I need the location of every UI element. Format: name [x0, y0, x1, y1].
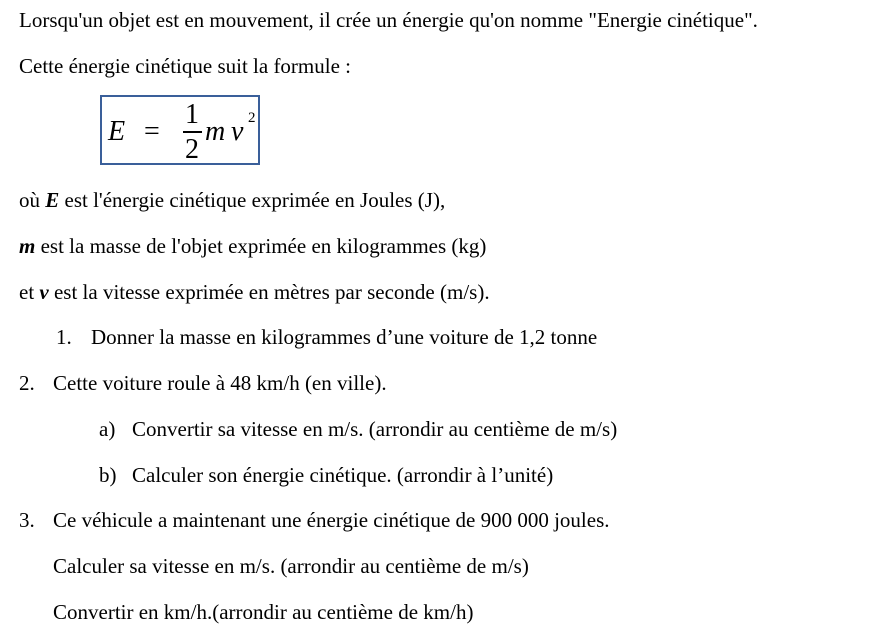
definition-v-text: est la vitesse exprimée en mètres par seconde (m/s).	[48, 280, 490, 304]
question-3	[19, 507, 610, 533]
definition-e-text: est l'énergie cinétique exprimée en Joules (J),	[59, 188, 446, 212]
definition-v-symbol: v	[39, 280, 49, 304]
question-2b-label: b)	[99, 463, 117, 487]
question-2-text: Cette voiture roule à 48 km/h (en ville).	[53, 371, 387, 395]
question-1-number: 1.	[56, 325, 72, 349]
definition-e	[19, 187, 445, 213]
question-3-line-2: Calculer sa vitesse en m/s. (arrondir au centième de m/s)	[53, 554, 529, 578]
formula-equals: =	[144, 116, 160, 147]
question-2a	[99, 416, 617, 442]
question-3-line-3: Convertir en km/h.(arrondir au centième de km/h)	[53, 600, 474, 624]
question-3-number: 3.	[19, 508, 35, 532]
question-3-text: Ce véhicule a maintenant une énergie cinétique de 900 000 joules.	[53, 508, 610, 532]
definition-m-text: est la masse de l'objet exprimée en kilogrammes (kg)	[35, 234, 487, 258]
kinetic-energy-formula	[100, 95, 260, 165]
definition-e-symbol: E	[45, 188, 60, 212]
definition-e-prefix: où	[19, 188, 46, 212]
definition-m	[19, 233, 486, 259]
fraction-bar	[183, 131, 202, 133]
question-1-text: Donner la masse en kilogrammes d’une voiture de 1,2 tonne	[91, 325, 598, 349]
intro-line-1: Lorsqu'un objet est en mouvement, il crée un énergie qu'on nomme "Energie cinétique".	[19, 8, 758, 32]
intro-line-2: Cette énergie cinétique suit la formule :	[19, 54, 352, 78]
formula-lhs: E	[108, 116, 126, 147]
definition-v	[19, 279, 490, 305]
question-2	[19, 370, 387, 396]
question-2a-label: a)	[99, 417, 116, 441]
definition-m-symbol: m	[19, 234, 36, 258]
formula-velocity: v	[231, 116, 244, 147]
question-2a-text: Convertir sa vitesse en m/s. (arrondir au centième de m/s)	[132, 417, 618, 441]
formula-mass: m	[205, 116, 226, 147]
question-2-number: 2.	[19, 371, 35, 395]
question-2b-text: Calculer son énergie cinétique. (arrondir à l’unité)	[132, 463, 554, 487]
question-1	[56, 324, 597, 350]
formula-numerator: 1	[185, 99, 199, 130]
formula-exponent: 2	[248, 110, 256, 126]
definition-v-prefix: et	[19, 280, 40, 304]
question-2b	[99, 462, 553, 488]
formula-denominator: 2	[185, 134, 199, 165]
